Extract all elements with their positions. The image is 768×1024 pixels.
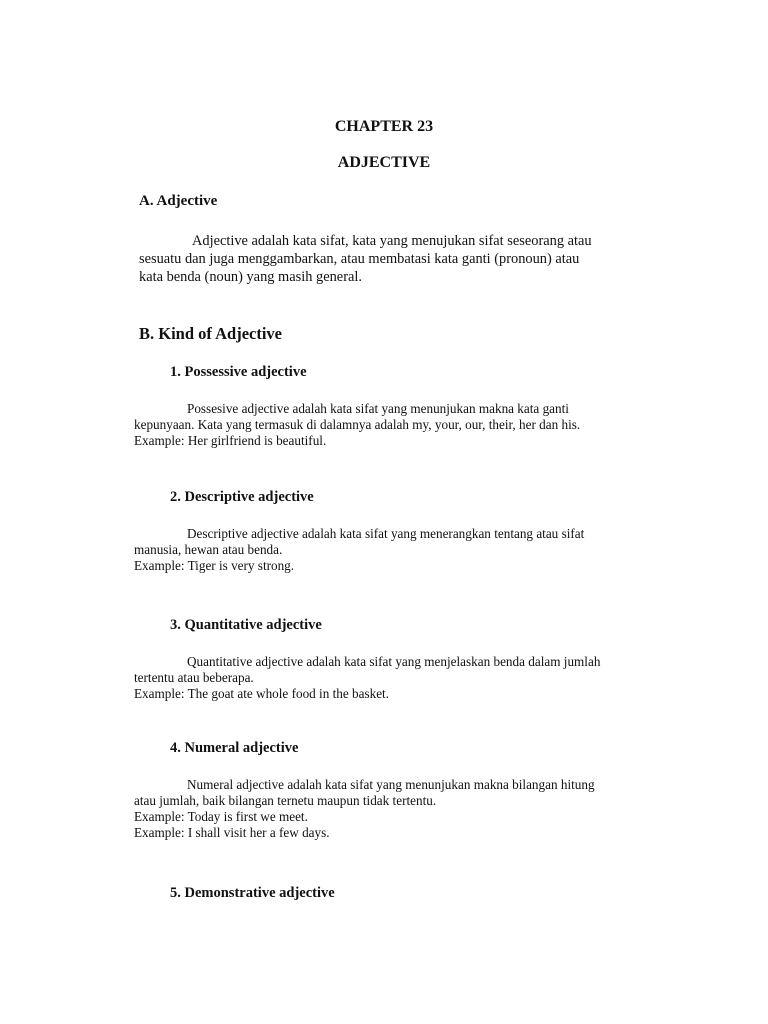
subsection-heading-demonstrative: 5. Demonstrative adjective (170, 885, 335, 901)
example-line: Example: The goat ate whole food in the basket. (134, 686, 390, 701)
paragraph-line: tertentu atau beberapa. (134, 670, 254, 685)
paragraph-line: kata benda (noun) yang masih general. (139, 269, 362, 285)
paragraph-line: sesuatu dan juga menggambarkan, atau membatasi kata ganti (pronoun) atau (139, 251, 580, 267)
subsection-body-quantitative (134, 654, 600, 702)
section-b-heading: B. Kind of Adjective (139, 324, 282, 343)
subsection-body-possessive (134, 401, 580, 449)
example-line: Example: Today is first we meet. (134, 809, 308, 824)
subsection-heading-quantitative: 3. Quantitative adjective (170, 617, 322, 633)
subsection-body-numeral (134, 777, 595, 841)
paragraph-line: Possesive adjective adalah kata sifat yang menunjukan makna kata ganti (187, 401, 569, 416)
page-title: ADJECTIVE (337, 154, 431, 171)
paragraph-line: kepunyaan. Kata yang termasuk di dalamnya adalah my, your, our, their, her dan his. (134, 417, 581, 432)
section-a-paragraph (139, 232, 669, 286)
paragraph-line: Adjective adalah kata sifat, kata yang menujukan sifat seseorang atau (192, 233, 592, 249)
subsection-body-descriptive (134, 526, 584, 574)
chapter-heading: CHAPTER 23 (334, 118, 434, 135)
paragraph-line: manusia, hewan atau benda. (134, 542, 283, 557)
example-line: Example: Her girlfriend is beautiful. (134, 433, 327, 448)
paragraph-line: atau jumlah, baik bilangan ternetu maupun tidak tertentu. (134, 793, 437, 808)
subsection-heading-possessive: 1. Possessive adjective (170, 364, 307, 380)
paragraph-line: Numeral adjective adalah kata sifat yang menunjukan makna bilangan hitung (187, 777, 595, 792)
section-a-heading: A. Adjective (139, 193, 218, 209)
subsection-heading-descriptive: 2. Descriptive adjective (170, 489, 314, 505)
subsection-heading-numeral: 4. Numeral adjective (170, 740, 299, 756)
paragraph-line: Quantitative adjective adalah kata sifat yang menjelaskan benda dalam jumlah (187, 654, 601, 669)
paragraph-line: Descriptive adjective adalah kata sifat yang menerangkan tentang atau sifat (187, 526, 585, 541)
example-line: Example: Tiger is very strong. (134, 558, 295, 573)
example-line: Example: I shall visit her a few days. (134, 825, 330, 840)
